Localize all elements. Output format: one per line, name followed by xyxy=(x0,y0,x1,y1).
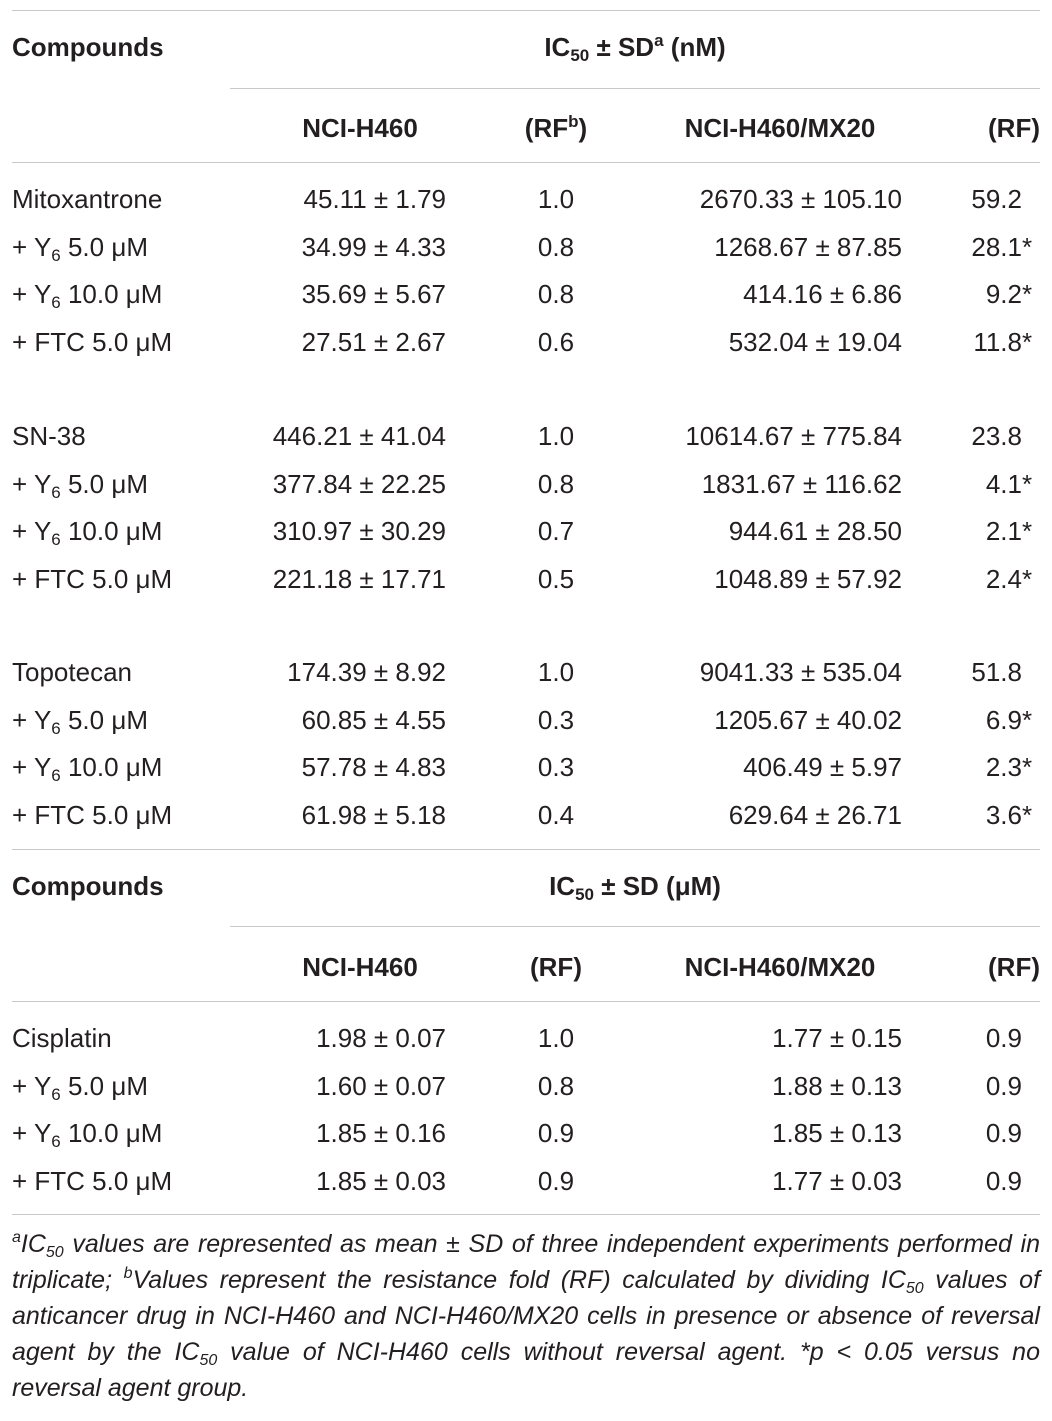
compound-prefix: + Y xyxy=(12,516,52,546)
compound-dose: 5.0 μM xyxy=(60,1071,148,1101)
value-h460: 446.21 ± 41.04 xyxy=(272,421,446,451)
value-h460: 34.99 ± 4.33 xyxy=(301,232,446,262)
value-mx20: 1831.67 ± 116.62 xyxy=(701,469,902,499)
value-h460: 45.11 ± 1.79 xyxy=(303,184,446,214)
value-rf1: 1.0 xyxy=(537,1023,575,1053)
compound-label xyxy=(12,1118,163,1151)
value-rf2 xyxy=(940,421,1032,451)
compound-prefix: + Y xyxy=(12,232,52,262)
value-h460: 1.60 ± 0.07 xyxy=(316,1071,446,1101)
value-rf2-number: 2.1 xyxy=(985,516,1022,546)
significance-star: * xyxy=(1022,279,1033,309)
compound-prefix: + Y xyxy=(12,279,52,309)
compound-label xyxy=(12,469,148,502)
compound-label xyxy=(12,705,148,738)
col-header-h460-2: NCI-H460 xyxy=(302,952,418,982)
value-rf2-number: 0.9 xyxy=(985,1118,1022,1148)
value-rf2-number: 2.3 xyxy=(985,752,1022,782)
compound-label xyxy=(12,657,132,687)
compound-label xyxy=(12,232,148,265)
header-bottom-rule-2 xyxy=(12,1001,1040,1002)
value-h460: 377.84 ± 22.25 xyxy=(272,469,446,499)
value-rf1: 0.8 xyxy=(537,1071,575,1101)
value-rf2 xyxy=(940,516,1032,546)
header-group-rule-2 xyxy=(230,926,1040,927)
compound-dose: 10.0 μM xyxy=(60,516,163,546)
value-mx20: 1.77 ± 0.15 xyxy=(772,1023,902,1053)
value-mx20: 532.04 ± 19.04 xyxy=(728,327,902,357)
value-rf2 xyxy=(940,1118,1032,1148)
value-rf1: 0.8 xyxy=(537,232,575,262)
compound-label xyxy=(12,800,172,830)
value-rf1: 0.4 xyxy=(537,800,575,830)
compound-dose: 5.0 μM xyxy=(84,564,173,594)
compound-name: SN-38 xyxy=(12,421,86,451)
value-rf2-number: 0.9 xyxy=(985,1166,1022,1196)
compound-prefix: + Y xyxy=(12,1071,52,1101)
ic50-um-header: $IC_{50}$ ± SD (μM) xyxy=(549,871,721,904)
value-rf1: 0.3 xyxy=(537,752,575,782)
col-header-rf1-2: (RF) xyxy=(530,952,582,982)
value-rf1: 1.0 xyxy=(537,184,575,214)
value-mx20: 1048.89 ± 57.92 xyxy=(714,564,902,594)
compounds-header: Compounds xyxy=(12,32,164,62)
value-rf2-number: 4.1 xyxy=(985,469,1022,499)
compounds-header-2: Compounds xyxy=(12,871,164,901)
bottom-rule xyxy=(12,1214,1040,1215)
value-h460: 60.85 ± 4.55 xyxy=(301,705,446,735)
value-rf2 xyxy=(940,705,1032,735)
value-rf1: 0.9 xyxy=(537,1118,575,1148)
col-header-rf2-2: (RF) xyxy=(988,952,1040,982)
compound-prefix: + FTC xyxy=(12,800,85,830)
compound-subscript: 6 xyxy=(51,719,61,738)
value-rf1: 0.6 xyxy=(537,327,575,357)
value-rf1: 0.5 xyxy=(537,564,575,594)
value-h460: 1.85 ± 0.16 xyxy=(316,1118,446,1148)
col-header-mx20-2: NCI-H460/MX20 xyxy=(684,952,876,982)
significance-star: * xyxy=(1022,752,1033,782)
value-rf2 xyxy=(940,327,1032,357)
compound-prefix: + Y xyxy=(12,1118,52,1148)
value-rf2-number: 23.8 xyxy=(971,421,1022,451)
ic50-nm-header: $IC_{50} \pm SD^a$ (nM) xyxy=(544,31,726,65)
value-rf1: 1.0 xyxy=(537,657,575,687)
significance-star: * xyxy=(1022,564,1033,594)
compound-dose: 10.0 μM xyxy=(60,752,163,782)
compound-dose: 5.0 μM xyxy=(60,469,148,499)
value-rf2-number: 2.4 xyxy=(985,564,1022,594)
value-rf2-number: 11.8 xyxy=(973,327,1022,357)
compound-prefix: + Y xyxy=(12,469,52,499)
significance-star: * xyxy=(1022,469,1033,499)
value-rf2-number: 3.6 xyxy=(985,800,1022,830)
compound-prefix: + FTC xyxy=(12,564,85,594)
compound-label xyxy=(12,564,172,594)
value-mx20: 944.61 ± 28.50 xyxy=(728,516,902,546)
value-rf2 xyxy=(940,1166,1032,1196)
value-rf1: 1.0 xyxy=(537,421,575,451)
compound-dose: 5.0 μM xyxy=(84,800,173,830)
significance-star: * xyxy=(1022,516,1033,546)
compound-subscript: 6 xyxy=(51,1132,61,1151)
compound-prefix: + Y xyxy=(12,705,52,735)
value-rf1: 0.7 xyxy=(537,516,575,546)
value-h460: 57.78 ± 4.83 xyxy=(301,752,446,782)
value-mx20: 1.77 ± 0.03 xyxy=(772,1166,902,1196)
compound-dose: 10.0 μM xyxy=(60,279,163,309)
value-mx20: 10614.67 ± 775.84 xyxy=(685,421,902,451)
compound-name: Cisplatin xyxy=(12,1023,112,1053)
value-rf2-number: 9.2 xyxy=(985,279,1022,309)
value-mx20: 9041.33 ± 535.04 xyxy=(699,657,902,687)
significance-star: * xyxy=(1022,800,1033,830)
value-mx20: 406.49 ± 5.97 xyxy=(743,752,902,782)
header-bottom-rule xyxy=(12,162,1040,163)
compound-dose: 5.0 μM xyxy=(60,705,148,735)
value-mx20: 1205.67 ± 40.02 xyxy=(714,705,902,735)
compound-label xyxy=(12,421,86,451)
significance-star: * xyxy=(1022,232,1033,262)
compound-prefix: + FTC xyxy=(12,1166,85,1196)
compound-dose: 5.0 μM xyxy=(84,327,173,357)
value-rf2 xyxy=(940,752,1032,782)
compound-subscript: 6 xyxy=(51,766,61,785)
table-footnote: $^aIC_{50}$ values are represented as mean ± SD of three independent experiments performed in triplicate; $^b$Values represent the resistance fold (RF) calculated by dividing $IC_{50}$ values of anticancer drug in NCI-H460 and NCI-H460/MX20 cells in presence or absence of reversal agent by the $IC_{50}$ value of NCI-H460 cells without reversal agent. *p < 0.05 versus no reversal agent group. xyxy=(12,1229,1041,1402)
compound-subscript: 6 xyxy=(51,483,61,502)
compound-label xyxy=(12,327,172,357)
value-rf2 xyxy=(940,232,1032,262)
compound-label xyxy=(12,279,163,312)
value-rf2-number: 28.1 xyxy=(971,232,1022,262)
value-rf2 xyxy=(940,1071,1032,1101)
col-header-rf2: (RF) xyxy=(988,113,1040,143)
compound-subscript: 6 xyxy=(51,246,61,265)
col-header-rf1: $(RF^b)$ xyxy=(524,112,588,143)
value-mx20: 1.85 ± 0.13 xyxy=(772,1118,902,1148)
value-mx20: 1268.67 ± 87.85 xyxy=(714,232,902,262)
section-divider-rule xyxy=(12,849,1040,850)
value-rf2 xyxy=(940,1023,1032,1053)
compound-dose: 10.0 μM xyxy=(60,1118,163,1148)
value-mx20: 414.16 ± 6.86 xyxy=(743,279,902,309)
value-h460: 310.97 ± 30.29 xyxy=(272,516,446,546)
compound-subscript: 6 xyxy=(51,530,61,549)
compound-dose: 5.0 μM xyxy=(60,232,148,262)
value-rf2 xyxy=(940,800,1032,830)
header-group-rule xyxy=(230,88,1040,89)
compound-label xyxy=(12,1166,172,1196)
compound-dose: 5.0 μM xyxy=(84,1166,173,1196)
value-rf2-number: 51.8 xyxy=(971,657,1022,687)
compound-prefix: + Y xyxy=(12,752,52,782)
significance-star: * xyxy=(1022,327,1033,357)
value-h460: 61.98 ± 5.18 xyxy=(301,800,446,830)
value-h460: 35.69 ± 5.67 xyxy=(301,279,446,309)
compound-label xyxy=(12,752,163,785)
compound-subscript: 6 xyxy=(51,293,61,312)
value-rf1: 0.9 xyxy=(537,1166,575,1196)
value-rf2 xyxy=(940,657,1032,687)
compound-label xyxy=(12,516,163,549)
value-rf1: 0.3 xyxy=(537,705,575,735)
value-rf2 xyxy=(940,184,1032,214)
compound-name: Mitoxantrone xyxy=(12,184,163,214)
significance-star: * xyxy=(1022,705,1033,735)
value-rf1: 0.8 xyxy=(537,279,575,309)
value-rf2-number: 59.2 xyxy=(971,184,1022,214)
value-rf2 xyxy=(940,469,1032,499)
compound-prefix: + FTC xyxy=(12,327,85,357)
top-rule xyxy=(12,10,1040,11)
compound-label xyxy=(12,1071,148,1104)
col-header-mx20: NCI-H460/MX20 xyxy=(684,113,876,143)
value-h460: 1.85 ± 0.03 xyxy=(316,1166,446,1196)
value-h460: 27.51 ± 2.67 xyxy=(301,327,446,357)
value-mx20: 1.88 ± 0.13 xyxy=(772,1071,902,1101)
value-rf2-number: 0.9 xyxy=(985,1071,1022,1101)
value-rf2 xyxy=(940,279,1032,309)
value-h460: 221.18 ± 17.71 xyxy=(272,564,446,594)
value-rf2-number: 0.9 xyxy=(985,1023,1022,1053)
col-header-h460: NCI-H460 xyxy=(302,113,418,143)
value-mx20: 2670.33 ± 105.10 xyxy=(699,184,902,214)
value-rf1: 0.8 xyxy=(537,469,575,499)
compound-subscript: 6 xyxy=(51,1085,61,1104)
compound-label xyxy=(12,1023,112,1053)
value-h460: 174.39 ± 8.92 xyxy=(287,657,446,687)
compound-label xyxy=(12,184,162,214)
value-h460: 1.98 ± 0.07 xyxy=(316,1023,446,1053)
compound-name: Topotecan xyxy=(12,657,132,687)
value-mx20: 629.64 ± 26.71 xyxy=(728,800,902,830)
value-rf2-number: 6.9 xyxy=(985,705,1022,735)
value-rf2 xyxy=(940,564,1032,594)
